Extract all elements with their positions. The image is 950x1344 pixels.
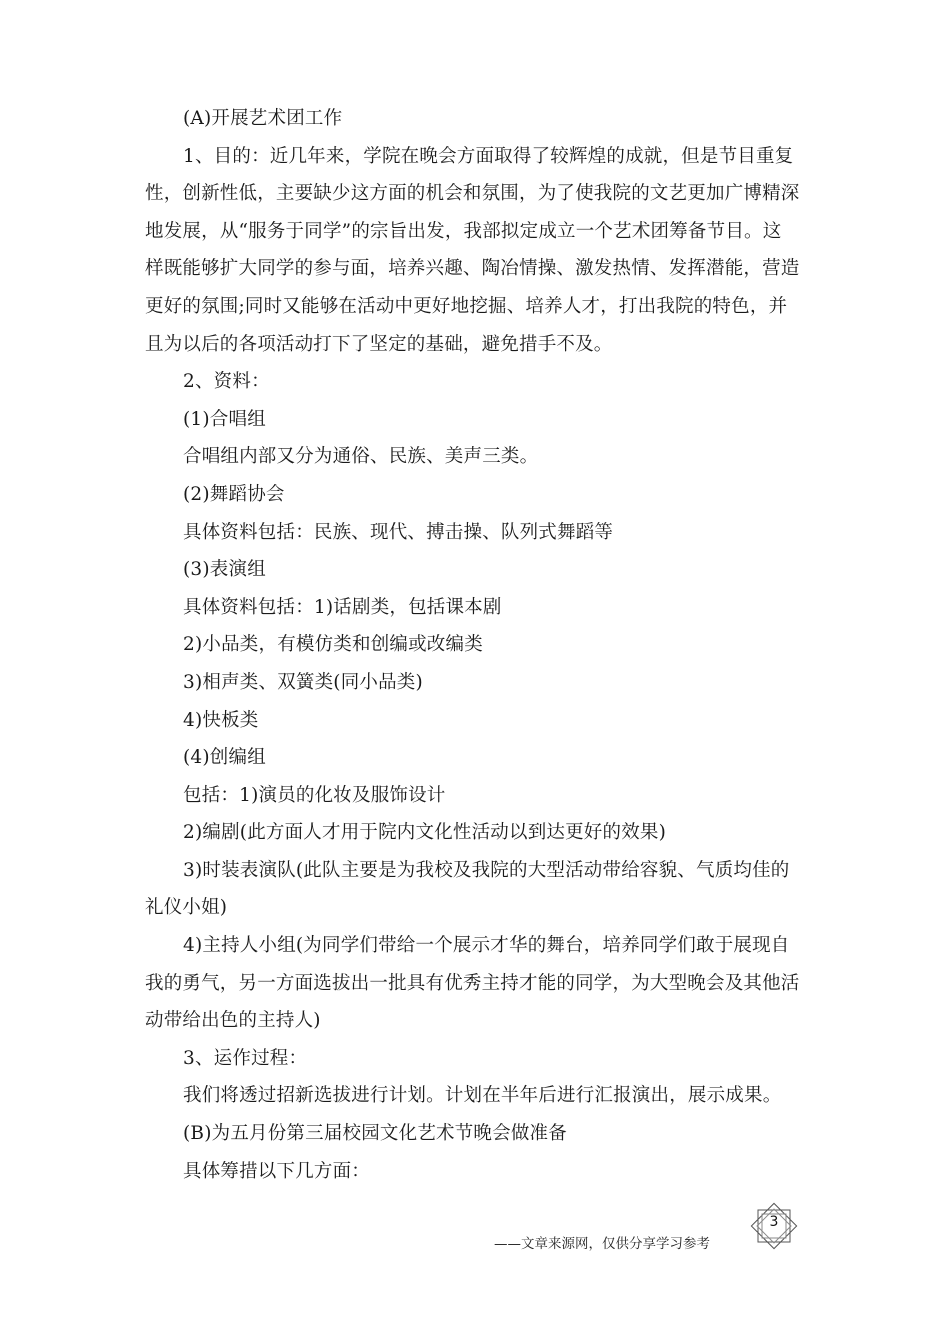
text-line: (2)舞蹈协会 bbox=[183, 483, 285, 505]
text-line: 2)编剧(此方面人才用于院内文化性活动以到达更好的效果) bbox=[183, 822, 667, 844]
text-line: 4)主持人小组(为同学们带给一个展示才华的舞台，培养同学们敢于展现自 bbox=[183, 935, 790, 957]
text-line: 1、目的：近几年来，学院在晚会方面取得了较辉煌的成就，但是节目重复 bbox=[183, 145, 794, 167]
text-line: 具体资料包括：1)话剧类，包括课本剧 bbox=[183, 596, 502, 618]
text-line: 3)相声类、双簧类(同小品类) bbox=[183, 671, 423, 693]
text-line: 动带给出色的主持人) bbox=[145, 1010, 321, 1032]
text-line: 具体资料包括：民族、现代、搏击操、队列式舞蹈等 bbox=[183, 521, 614, 543]
text-line: (4)创编组 bbox=[183, 747, 266, 769]
page-number-badge bbox=[748, 1200, 800, 1252]
text-line: (1)合唱组 bbox=[183, 408, 266, 430]
text-line: 2)小品类，有模仿类和创编或改编类 bbox=[183, 634, 483, 656]
text-line: (B)为五月份第三届校园文化艺术节晚会做准备 bbox=[183, 1123, 567, 1145]
text-line: 且为以后的各项活动打下了坚定的基础，避免措手不及。 bbox=[145, 333, 613, 355]
text-line: 2、资料： bbox=[183, 371, 270, 393]
text-line: 合唱组内部又分为通俗、民族、美声三类。 bbox=[183, 446, 539, 468]
text-line: 地发展，从“服务于同学”的宗旨出发，我部拟定成立一个艺术团筹备节目。这 bbox=[145, 220, 782, 242]
page-number: 3 bbox=[769, 1214, 779, 1230]
text-line: 具体筹措以下几方面： bbox=[183, 1160, 371, 1182]
text-line: 3)时装表演队(此队主要是为我校及我院的大型活动带给容貌、气质均佳的 bbox=[183, 859, 790, 881]
text-line: 4)快板类 bbox=[183, 709, 259, 731]
text-line: 我的勇气，另一方面选拔出一批具有优秀主持才能的同学，为大型晚会及其他活 bbox=[145, 972, 800, 994]
text-line: (A)开展艺术团工作 bbox=[183, 108, 343, 129]
text-line: 样既能够扩大同学的参与面，培养兴趣、陶冶情操、激发热情、发挥潜能，营造 bbox=[145, 258, 800, 280]
text-line: (3)表演组 bbox=[183, 559, 266, 581]
text-line: 3、运作过程： bbox=[183, 1047, 308, 1069]
text-line: 包括：1)演员的化妆及服饰设计 bbox=[183, 784, 446, 806]
text-line: 性，创新性低，主要缺少这方面的机会和氛围，为了使我院的文艺更加广博精深 bbox=[145, 183, 800, 205]
text-line: 我们将透过招新选拔进行计划。计划在半年后进行汇报演出，展示成果。 bbox=[183, 1085, 782, 1107]
text-line: 礼仪小姐) bbox=[145, 897, 228, 919]
document-body bbox=[145, 100, 810, 1190]
footer-source-note: ——文章来源网，仅供分享学习参考 bbox=[494, 1236, 710, 1252]
text-line: 更好的氛围;同时又能够在活动中更好地挖掘、培养人才，打出我院的特色，并 bbox=[145, 295, 788, 317]
